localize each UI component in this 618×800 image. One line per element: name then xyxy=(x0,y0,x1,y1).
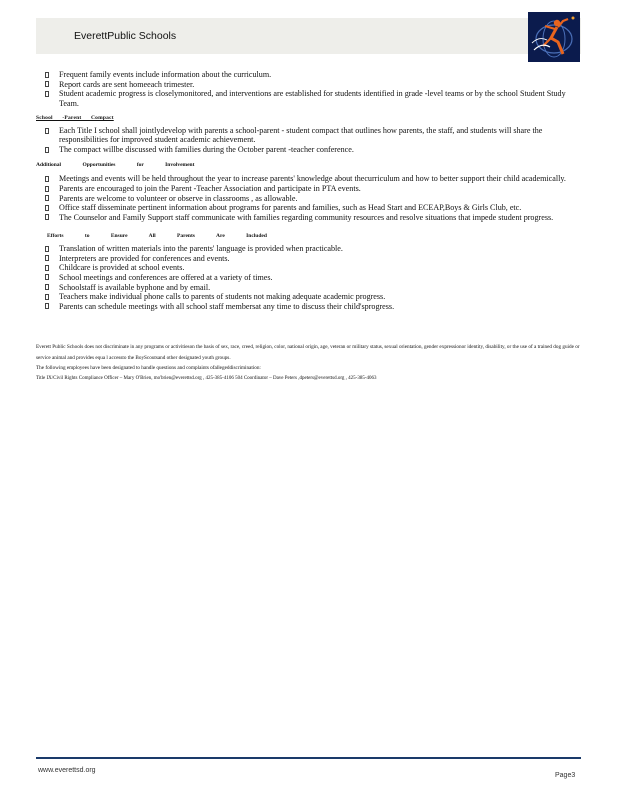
designee-contacts: Title IX/Civil Rights Compliance Officer – Mary O'Brien, mo'brien@everettsd.org , 425-385-4106 504 Coordinator – Dave Peters ,dpeters@everettsd.org , 425-385-4063 xyxy=(36,375,377,381)
checkbox-bullet-icon xyxy=(45,214,49,220)
checkbox-bullet-icon xyxy=(45,91,49,97)
checkbox-bullet-icon xyxy=(45,81,49,87)
list-item: Each Title I school shall jointlydevelop with parents a school-parent - student compact that outlines how parents, the staff, and students will share the responsibilities for improved student academic achievement. xyxy=(36,126,581,145)
checkbox-bullet-icon xyxy=(45,128,49,134)
section-heading-compact: School -Parent Compact xyxy=(36,115,114,121)
curriculum-list xyxy=(36,70,581,108)
checkbox-bullet-icon xyxy=(45,147,49,153)
page-content xyxy=(36,70,581,384)
list-item: Frequent family events include information about the curriculum. xyxy=(36,70,581,79)
nondiscrimination-statement: Everett Public Schools does not discriminate in any programs or activitieson the basis of sex, race, creed, religion, color, national origin, age, veteran or military status, sexual orientation, gender expressionor identity, disability, or the use of a trained dog guide or service animal and provides equa l accessto the BoyScoutsand other designated youth groups. xyxy=(36,344,580,361)
checkbox-bullet-icon xyxy=(45,284,49,290)
nondiscrimination-notice xyxy=(36,342,581,384)
district-logo xyxy=(528,12,580,62)
list-item: The Counselor and Family Support staff communicate with families regarding community resources and resolve situations that impede student progress. xyxy=(36,213,581,222)
checkbox-bullet-icon xyxy=(45,265,49,271)
list-item: The compact willbe discussed with families during the October parent -teacher conference. xyxy=(36,145,581,154)
list-item: Parents are welcome to volunteer or observe in classrooms , as allowable. xyxy=(36,194,581,203)
checkbox-bullet-icon xyxy=(45,186,49,192)
list-item: Report cards are sent homeeach trimester. xyxy=(36,80,581,89)
checkbox-bullet-icon xyxy=(45,274,49,280)
school-name: EverettPublic Schools xyxy=(74,30,177,42)
checkbox-bullet-icon xyxy=(45,255,49,261)
page-header xyxy=(36,18,581,54)
checkbox-bullet-icon xyxy=(45,294,49,300)
involvement-list xyxy=(36,174,581,222)
checkbox-bullet-icon xyxy=(45,205,49,211)
checkbox-bullet-icon xyxy=(45,195,49,201)
checkbox-bullet-icon xyxy=(45,246,49,252)
checkbox-bullet-icon xyxy=(45,176,49,182)
designated-employees-line: The following employees have been designated to handle questions and complaints ofallegeddiscrimination: xyxy=(36,365,261,372)
list-item: School meetings and conferences are offered at a variety of times. xyxy=(36,273,581,282)
section-heading-involvement: Additional Opportunities for Involvement xyxy=(36,162,195,169)
compact-list xyxy=(36,126,581,154)
list-item: Meetings and events will be held throughout the year to increase parents' knowledge about thecurriculum and how to better support their child academically. xyxy=(36,174,581,183)
logo-graphic xyxy=(528,12,580,62)
list-item: Childcare is provided at school events. xyxy=(36,263,581,272)
list-item: Translation of written materials into the parents' language is provided when practicable. xyxy=(36,244,581,253)
list-item: Interpreters are provided for conferences and events. xyxy=(36,254,581,263)
footer-divider xyxy=(36,757,581,759)
footer-website-link[interactable]: www.everettsd.org xyxy=(38,767,96,774)
list-item: Schoolstaff is available byphone and by email. xyxy=(36,283,581,292)
list-item: Parents can schedule meetings with all school staff membersat any time to discuss their child'sprogress. xyxy=(36,302,581,311)
section-heading-inclusion: Efforts to Ensure All Parents Are Included xyxy=(47,233,267,240)
inclusion-list xyxy=(36,244,581,311)
checkbox-bullet-icon xyxy=(45,303,49,309)
list-item: Office staff disseminate pertinent information about programs for parents and families, such as Head Start and ECEAP,Boys & Girls Club, etc. xyxy=(36,203,581,212)
checkbox-bullet-icon xyxy=(45,72,49,78)
list-item: Teachers make individual phone calls to parents of students not making adequate academic progress. xyxy=(36,292,581,301)
list-item: Parents are encouraged to join the Parent -Teacher Association and participate in PTA events. xyxy=(36,184,581,193)
list-item: Student academic progress is closelymonitored, and interventions are established for students identified in grade -level teams or by the school Student Study Team. xyxy=(36,89,581,108)
page-number: Page3 xyxy=(555,772,576,779)
